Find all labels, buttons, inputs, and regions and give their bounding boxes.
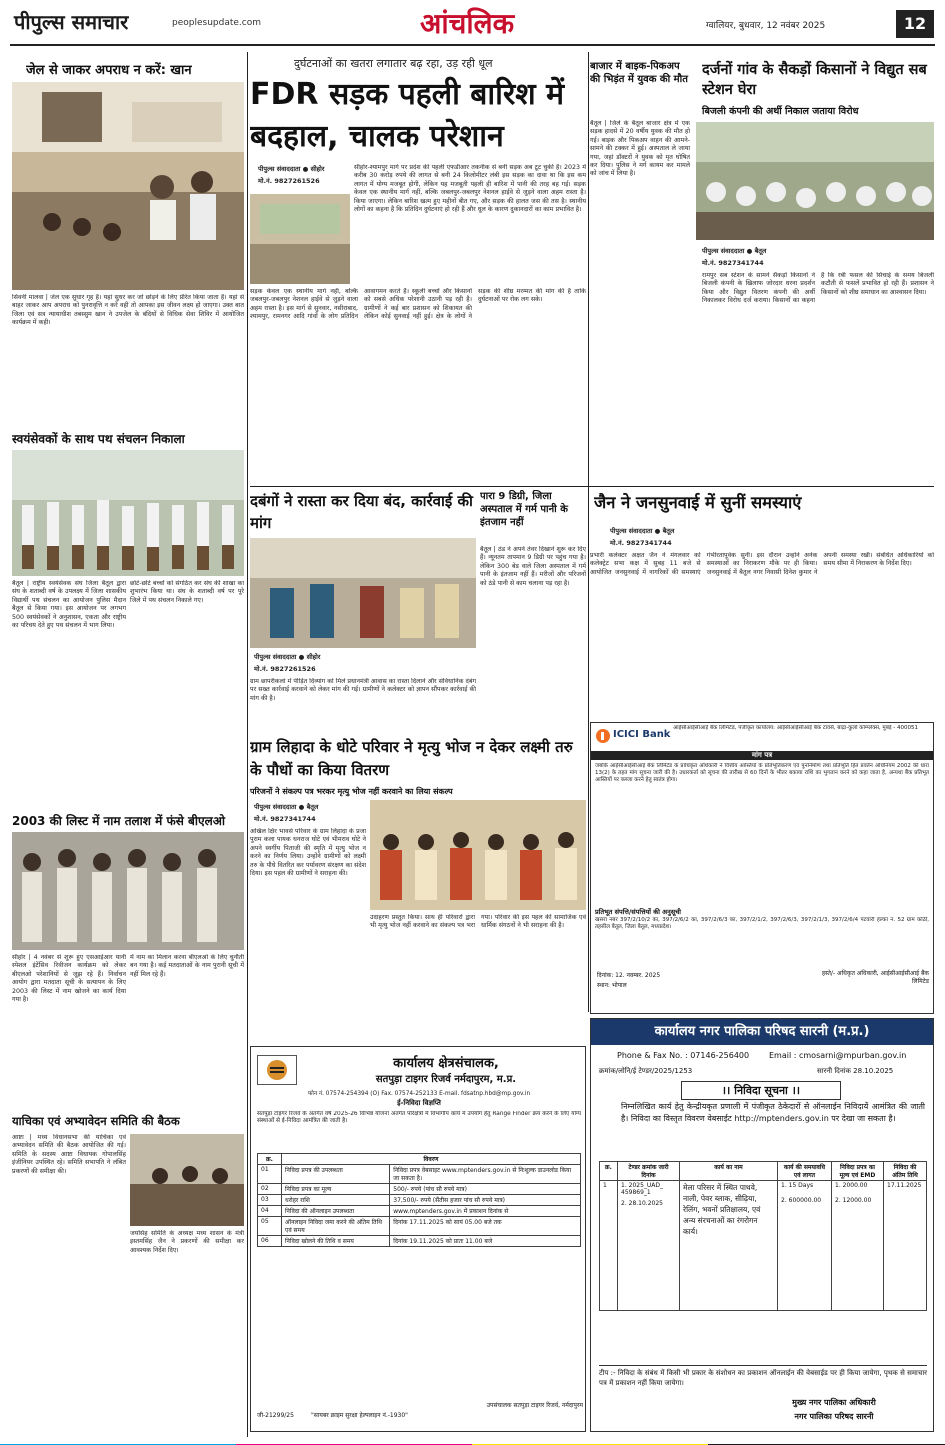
fdr-byline: पीपुल्स संवाददाता ● सीहोर [258,165,325,173]
section-title: आंचलिक [420,7,515,40]
jail-body: सिवनी मालवा | जेल एक सुधार गृह है। यहां सुधर कर जो छोड़ने के लिए प्रेरित किया जाता है। यहां से बाहर जाकर आप अपराध को पुनरावृत्ति न करें वही तो आपका इस जीवन लक्ष्य हो जाएगा। उक्त बात जिला एवं सत्र न्यायाधीश तबस्सुम खान ने उपजेल के बंदियों से विधिक सेवा शिविर में आयोजित कार्यक्रम में कही। [12,294,244,327]
page-number: 12 [896,10,934,38]
jain-story [590,490,934,722]
sarni-ref: क्रमांक/लोनि/ई टेण्डर/2025/1253 [599,1067,693,1075]
tiger-title2: सतपुड़ा टाइगर रिजर्व नर्मदापुरम, म.प्र. [375,1074,517,1085]
sarni-row-emd: 2. 12000.00 [835,1197,872,1204]
blo-photo [12,832,244,950]
col-rule-2 [588,52,589,1012]
icici-property: खसरा नंबर 397/2/10/2 का, 397/2/6/2 का, 397/2/6/3 का, 397/2/1/2, 397/2/6/3, 397/2/1/3, 397/2/6/4 पटवारी हल्का नं. 52 ग्राम कोठी, तहसील बैतूल, जिला बैतूल, मध्यप्रदेश। [595,917,929,931]
rss-body-cont: छोटे-छोटे बच्चों को संगठित कर संघ की शाखा का शुभारंभ किया था। संघ के शताब्दी वर्ष पर पूरे जिले में पथ संचलन निकाले गए। [130,580,244,604]
icici-notice-title: मांग पत्र [591,751,933,760]
dabang-headline: दबंगों ने रास्ता कर दिया बंद, कार्रवाई की मांग [250,492,473,532]
tiger-row-sn: 06 [258,1236,282,1247]
fdr-body: सीहोर-श्यामपुर मार्ग पर प्रदेश की पहली एफडीआर तकनीक से बनी सड़क अब टूट चुकी है। 2023 में करीब 30 करोड़ रुपये की लागत से बनी 24 किलोमीटर लंबी इस सड़क का दावा था कि इस कम लागत में योग्य मजबूत होगी, लेकिन यह मजबूती पहली ही बारिश में पानी की तरह बह गई। सड़क केवल एक स्थानीय मार्ग नहीं, बल्कि जबलपुर-जबलपुर नेशनल हाईवे से जुड़ने वाला अहम रास्ता है। किया जाएगा। लेकिन बारिश खत्म हुए महीनों बीत गए, और सड़क की हालत जस की तस है। स्थानीय लोगों का कहना है कि प्रतिदिन दुर्घटनाएं हो रही हैं और धूल के कारण दुकानदारों का काम प्रभावित है। [354,164,586,214]
sarni-title: कार्यालय नगर पालिका परिषद सारनी (म.प्र.) [591,1019,933,1045]
farmers-story [696,60,934,484]
petition-story [12,1112,244,1432]
jain-byline: पीपुल्स संवाददाता ● बैतूल [610,527,675,535]
sarni-row-last: 17.11.2025 [884,1181,927,1311]
petition-body-cont: जयसिंह समिति के अध्यक्ष मध्य शासन के मंत्री इस्तमसिंह जैन ने प्रकरणों की समीक्षा कर आवश्यक निर्देश दिए। [130,1230,244,1254]
tiger-table-row [258,1184,581,1195]
tiger-row-value: www.mptenders.gov.in में प्रकाशन दिनांक से [390,1206,581,1217]
icici-date: दिनांक: 12. नवम्बर. 2025 [597,972,661,979]
lihada-body-cont: उदाहरण प्रस्तुत किया। साथ ही परिवारों द्वारा भी मृत्यु भोज नहीं करवाने का संकल्प पत्र भरा गया। परिवार की इस पहल की सामाजिक एवं धार्मिक संगठनों ने भी सराहना की है। [370,914,586,930]
hospital-body: बैतूल | ठंड ने अपने तेवर दिखाने शुरू कर दिए हैं। न्यूनतम तापमान 9 डिग्री पर पहुंच गया है। लेकिन 300 बेड वाले जिला अस्पताल में गर्म पानी के इंतजाम नहीं हैं। मरीजों और परिजनों को ठंडे पानी से काम चलाना पड़ रहा है। [480,546,586,587]
tiger-table-header [258,1154,581,1165]
lihada-headline: ग्राम लिहादा के धोटे परिवार ने मृत्यु भोज न देकर लक्ष्मी तरु के पौधों का किया वितरण [250,738,573,779]
rss-photo [12,450,244,576]
petition-body: आष्टा | मध्य विधानसभा की याचिका एवं अभ्यावेदन समिति की बैठक आयोजित की गई। समिति के सदस्य आष्टा विधायक गोपालसिंह इंजीनियर उपस्थित रहे। समिति सभापति ने लंबित प्रकरणों की समीक्षा की। [12,1134,126,1175]
tiger-table-row [258,1165,581,1184]
tiger-intro: सतपुड़ा टाइगर रिजर्व के अंतर्गत वर्ष 2025-26 विभिन्न योजना अंतर्गत परिक्षेत्रों में विभागीय कार्य में उपयोग हेतु Range Finder क्रय करने के लिए योग्य संस्थाओं से ई-निविदा आमंत्रित की जाती है। [257,1111,581,1125]
sarni-col-work: कार्य का नाम [680,1162,778,1181]
tiger-row-sn: 05 [258,1217,282,1236]
jain-headline: जैन ने जनसुनवाई में सुनीं समस्याएं [594,493,802,512]
lihada-photo [370,800,586,910]
tiger-row-value: 500/- रुपये (पांच सौ रुपये मात्र) [390,1184,581,1195]
tiger-row-value: निविदा प्रपत्र वेबसाइट www.mptenders.gov.in से निःशुल्क डाउनलोड किया जा सकता है। [390,1165,581,1184]
tiger-row-item: निविदा की ऑनलाइन उपलब्धता [282,1206,390,1217]
fdr-body-cont: सड़क केवल एक स्थानीय मार्ग नहीं, बल्कि जबलपुर-जबलपुर नेशनल हाईवे से जुड़ने वाला अहम रास्ता है। इस मार्ग से सुनवार, नसीराबाद, श्यामपुर, रामनगर आदि गांवों के लोग प्रतिदिन आवागमन करते हैं। स्कूली बच्चों और किसानों को सबसे अधिक परेशानी उठानी पड़ रही है। ग्रामीणों ने कई बार प्रशासन को शिकायत की लेकिन कोई सुनवाई नहीं हुई। क्षेत्र के लोगों ने सड़क की शीघ्र मरम्मत की मांग की है ताकि दुर्घटनाओं पर रोक लग सके। [250,288,586,321]
lihada-mobile: मो.नं. 9827341744 [254,815,316,823]
sarni-row-days: 1. 15 Days [781,1182,814,1189]
sarni-tender-ad [590,1018,934,1432]
youth-story [590,60,690,484]
petition-headline: याचिका एवं अभ्यावेदन समिति की बैठक [12,1114,180,1128]
icici-property-title: प्रतिभूत संपत्ति/संपत्तियों की अनुसूची [595,908,681,916]
jain-mobile: मो.नं. 9827341744 [610,539,672,547]
tiger-row-sn: 03 [258,1195,282,1206]
tiger-row-sn: 02 [258,1184,282,1195]
farmers-byline: पीपुल्स संवाददाता ● बैतूल [702,247,767,255]
sarni-note: टीप :- निविदा के संबंध में किसी भी प्रकार के संशोधन का प्रकाशन ऑनलाईन की वेबसाईड पर ही किया जायेगा, पृथक से समाचार पत्र में प्रकाशन नहीं किया जायेगा। [599,1365,927,1389]
brand-name: पीपुल्स समाचार [14,10,129,34]
dabang-byline: पीपुल्स संवाददाता ● सीहोर [254,653,321,661]
sarni-ref-date: सारनी दिनांक 28.10.2025 [817,1067,894,1075]
tiger-tender-label: ई-निविदा विज्ञप्ति [397,1099,441,1107]
sarni-col-last: निविदा की अंतिम तिथि [884,1162,927,1181]
tiger-row-value: दिनांक 19.11.2025 को प्रातः 11.00 बजे [390,1236,581,1247]
masthead [0,0,945,50]
youth-headline: बाजार में बाइक-पिकअप की भिड़ंत में युवक की मौत [590,61,688,85]
tiger-row-item: धरोहर राशि [282,1195,390,1206]
fdr-headline: FDR सड़क पहली बारिश में बदहाल, चालक परेशान [250,77,565,154]
jail-headline: जेल से जाकर अपराध न करें: खान [26,63,192,78]
tiger-logo [257,1055,297,1085]
icici-logo-text: ICICI Bank [613,729,671,740]
dabang-story [250,490,476,730]
masthead-rule [10,44,935,46]
sarni-row-fee-value: 1. 2000.00 [835,1182,868,1189]
rss-body: बैतूल | राष्ट्रीय स्वयंसेवक संघ जिला बैतूल द्वारा संघ के शताब्दी वर्ष के उपलक्ष्य में जिला शासकीय विद्यार्थी पथ संचलन का आयोजन पुलिस मैदान बैतूल से किया गया। इस आयोजन पर लगभग 500 स्वयंसेवकों ने अनुशासन, एकता और राष्ट्रीय का परिचय देते हुए पथ संचलन में भाग लिया। [12,580,126,630]
sarni-sign2: नगर पालिका परिषद सारनी [794,1412,874,1421]
lihada-story [250,736,586,1042]
icici-place: स्थान: भोपाल [597,982,627,989]
tiger-tender-ad [250,1046,586,1432]
sarni-row-cost: 2. 600000.00 [781,1197,822,1204]
petition-photo [130,1134,244,1226]
farmers-headline: दर्जनों गांव के सैकड़ों किसानों ने विद्युत सब स्टेशन घेरा [702,62,927,98]
dabang-photo [250,538,476,648]
tiger-row-sn: 01 [258,1165,282,1184]
icici-body: जबकि आईसीआईसीआई बैंक लिमिटेड के प्राधिकृत अधिकारी ने वित्तीय आस्तियों के प्रतिभूतिकरण एवं पुनर्निर्माण तथा प्रतिभूति हित प्रवर्तन अधिनियम 2002 की धारा 13(2) के तहत मांग सूचना जारी की है। उधारकर्ता को सूचना की तारीख से 60 दिनों के भीतर बकाया राशि का भुगतान करने को कहा जाता है, अन्यथा बैंक प्रतिभूत आस्तियों पर कब्जा करने हेतु स्वतंत्र होगा। [595,763,929,784]
fdr-kicker: दुर्घटनाओं का खतरा लगातार बढ़ रहा, उड़ रही धूल [294,57,493,70]
tiger-emblem-icon [258,1056,296,1084]
jain-body: प्रभारी कलेक्टर अक्षत जैन ने मंगलवार को कलेक्ट्रेट सभा कक्ष में सुबह 11 बजे से आयोजित जनसुनवाई में नागरिकों की समस्याएं गंभीरतापूर्वक सुनी। इस दौरान उन्होंने अनेक समस्याओं का निराकरण मौके पर ही किया। जनसुनवाई में बैतूल नगर निवासी दिनेश कुमार ने अपनी समस्या रखी। संबंधित अधिकारियों को समय सीमा में निराकरण के निर्देश दिए। [590,552,934,576]
tiger-footer-right: उपसंचालक सतपुड़ा टाइगर रिजर्व, नर्मदापुरम [486,1402,583,1409]
farmers-photo [696,122,934,240]
sarni-row-work: मेला परिसर में स्थित पाथवे, नाली, पेवर ब्लाक, सीढ़िया, रेलिंग, भवनों प्रतिक्षालय, एवं अन्य संरचनाओं का रंगरोगन कार्य। [680,1181,778,1311]
icici-sign: हस्ते/- अधिकृत अधिकारी, आईसीआईसीआई बैंक लिमिटेड [821,970,929,985]
tiger-row-item: ऑनलाइन निविदा जमा करने की अंतिम तिथि एवं समय [282,1217,390,1236]
dabang-body: ग्राम छापरीकलां में पीड़ित दिव्यांग को मिले प्रधानमंत्री आवास का रास्ता दिलाने और संविधानिक दंबंग पर सख्त कार्रवाई करवाने को लेकर मांग की गई। ग्रामीणों ने कलेक्टर को ज्ञापन सौंपकर कार्रवाई की मांग की है। [250,678,476,702]
sarni-table-header [600,1162,927,1181]
tiger-col-desc: विवरण [282,1154,581,1165]
sarni-row-fee [832,1181,884,1311]
lihada-byline: पीपुल्स संवाददाता ● बैतूल [254,803,319,811]
tiger-row-value: दिनांक 17.11.2025 को सायं 05.00 बजे तक [390,1217,581,1236]
icici-notice [590,722,934,1014]
sarni-col-tender: टेण्डर क्रमांक जारी दिनांक [618,1162,680,1181]
hospital-story [480,490,586,730]
sarni-notice-label: ।। निविदा सूचना ।। [681,1081,841,1100]
rss-story [12,430,244,810]
lihada-body: अखिल क्षिर भावसे परिवार के ग्राम लिहादा के प्रजा पुराम कला पायक धनराज घोटे एवं भीमराव घोटे ने अपने स्वर्गीय पिताजी की स्मृति में मृत्यु भोज न करने का निर्णय लिया। उन्होंने ग्रामीणों को लक्ष्मी तरु के पौधे वितरित कर पर्यावरण संरक्षण का संदेश दिया। इस पहल की ग्रामीणों ने सराहना की। [250,828,366,878]
fdr-photo [250,194,350,284]
dabang-mobile: मो.नं. 9827261526 [254,665,316,673]
sarni-row-period [778,1181,832,1311]
tiger-table-row [258,1236,581,1247]
rss-headline: स्वयंसेवकों के साथ पथ संचलन निकाला [12,432,185,446]
sarni-table-row [600,1181,927,1311]
rule-mid [250,486,934,487]
dateline: ग्वालियर, बुधवार, 12 नवंबर 2025 [706,21,826,31]
sarni-row-tender [618,1181,680,1311]
hospital-headline: पारा 9 डिग्री, जिला अस्पताल में गर्म पानी के इंतजाम नहीं [480,491,568,528]
tiger-title: कार्यालय क्षेत्रसंचालक, [393,1056,499,1071]
tiger-row-item: निविदा खोलने की तिथि व समय [282,1236,390,1247]
sarni-col-fee: निविदा प्रपत्र का मूल्य एवं EMD [832,1162,884,1181]
brand-url[interactable]: peoplesupdate.com [172,18,261,28]
sarni-table [599,1161,927,1311]
youth-body: बैतूल | जिले के बैतूल बाजार क्षेत्र में एक सड़क हादसे में 20 वर्षीय युवक की मौत हो गई। बाइक और पिकअप वाहन की आमने-सामने की टक्कर में हुई। अस्पताल ले जाया गया, जहां डॉक्टरों ने युवक को मृत घोषित कर दिया। पुलिस ने मर्ग कायम कर मामले को जांच में लिया है। [590,120,690,178]
fdr-mobile: मो.नं. 9827261526 [258,177,320,185]
sarni-intro: निम्नलिखित कार्य हेतु केन्द्रीयकृत प्रणाली में पंजीकृत ठेकेदारों से ऑनलाईन निविदायें आमंत्रित की जाती है। निविदा का विस्तृत विवरण वेबसाईट http://mptenders.gov.in पर देखा जा सकता है। [621,1102,925,1123]
sarni-col-sn: क्र. [600,1162,618,1181]
tiger-row-value: 37,500/- रुपये (सैंतीस हजार पांच सौ रुपये मात्र) [390,1195,581,1206]
icici-address: आईसीआईसीआई बैंक लिमिटेड, पंजीकृत कार्यालय: आईसीआईसीआई बैंक टावर्स, बांद्रा-कुर्ला कॉम्प्लेक्स, मुंबई - 400051 [673,725,919,731]
blo-story [12,810,244,1112]
tiger-col-sn: क्र. [258,1154,282,1165]
farmers-body: रामपुर सब स्टेशन के सामने सैकड़ों किसानों ने बिजली कंपनी के खिलाफ जोरदार धरना प्रदर्शन किया और विद्युत वितरण कंपनी की अर्थी निकालकर विरोध दर्ज कराया। किसानों का कहना है कि रबी फसल की सिंचाई के समय बिजली कटौती से फसलें प्रभावित हो रही हैं। प्रशासन ने किसानों को शीघ्र समाधान का आश्वासन दिया। [702,272,934,305]
tiger-row-sn: 04 [258,1206,282,1217]
tiger-table [257,1153,581,1247]
tiger-row-item: निविदा प्रपत्र की उपलब्धता [282,1165,390,1184]
tiger-table-row [258,1195,581,1206]
tiger-footer-left: जी-21299/25 [257,1412,294,1419]
blo-body-cont: में नाम का मिलान करना बीएलओ के लिए चुनौती बन गया है। कई मतदाताओं के नाम पुरानी सूची में नहीं मिल रहे हैं। [130,954,244,978]
icici-logo [593,725,671,747]
sarni-row-sn: 1 [600,1181,618,1311]
jail-story [12,56,244,428]
tiger-contact: फोन नं. 07574-254394 (O) Fax. 07574-252133 E-mail. fdsatnp.hbd@mp.gov.in [307,1091,531,1097]
sarni-col-period: कार्य की समयावधि एवं लागत [778,1162,832,1181]
tiger-footer-mid: "सायबर क्राइम सुरक्षा हेल्पलाइन नं.-1930" [311,1412,408,1419]
blo-body: सीहोर | 4 नवंबर से शुरू हुए एसआईआर यानी स्पेशल इंटेंसिव रिवीजन कार्यक्रम को लेकर बीएलओ परेशानियों से जूझ रहे हैं। निर्वाचन आयोग द्वारा मतदाता सूची के सत्यापन के लिए 2003 की लिस्ट में नाम खोजने का कार्य दिया गया है। [12,954,126,1004]
fdr-story [250,52,586,484]
col-rule-1 [247,52,248,1437]
sarni-row-tender-no: 1. 2025_UAD_ 459869_1 [621,1182,664,1196]
tiger-row-item: निविदा प्रपत्र का मूल्य [282,1184,390,1195]
sarni-email[interactable]: Email : cmosarni@mpurban.gov.in [769,1051,907,1060]
farmers-mobile: मो.नं. 9827341744 [702,259,764,267]
tiger-table-row [258,1217,581,1236]
sarni-sign1: मुख्य नगर पालिका अधिकारी [792,1398,876,1407]
icici-emblem-icon [595,728,611,744]
tiger-table-row [258,1206,581,1217]
sarni-row-tender-date: 2. 28.10.2025 [621,1200,663,1207]
sarni-phone: Phone & Fax No. : 07146-256400 [617,1051,750,1060]
print-color-bar [0,1437,945,1445]
jail-photo [12,82,244,290]
blo-headline: 2003 की लिस्ट में नाम तलाश में फंसे बीएलओ [12,814,226,828]
lihada-subhead: परिजनों ने संकल्प पत्र भरकर मृत्यु भोज नहीं करवाने का लिया संकल्प [250,787,453,796]
farmers-subhead: बिजली कंपनी की अर्थी निकाल जताया विरोध [702,106,859,117]
